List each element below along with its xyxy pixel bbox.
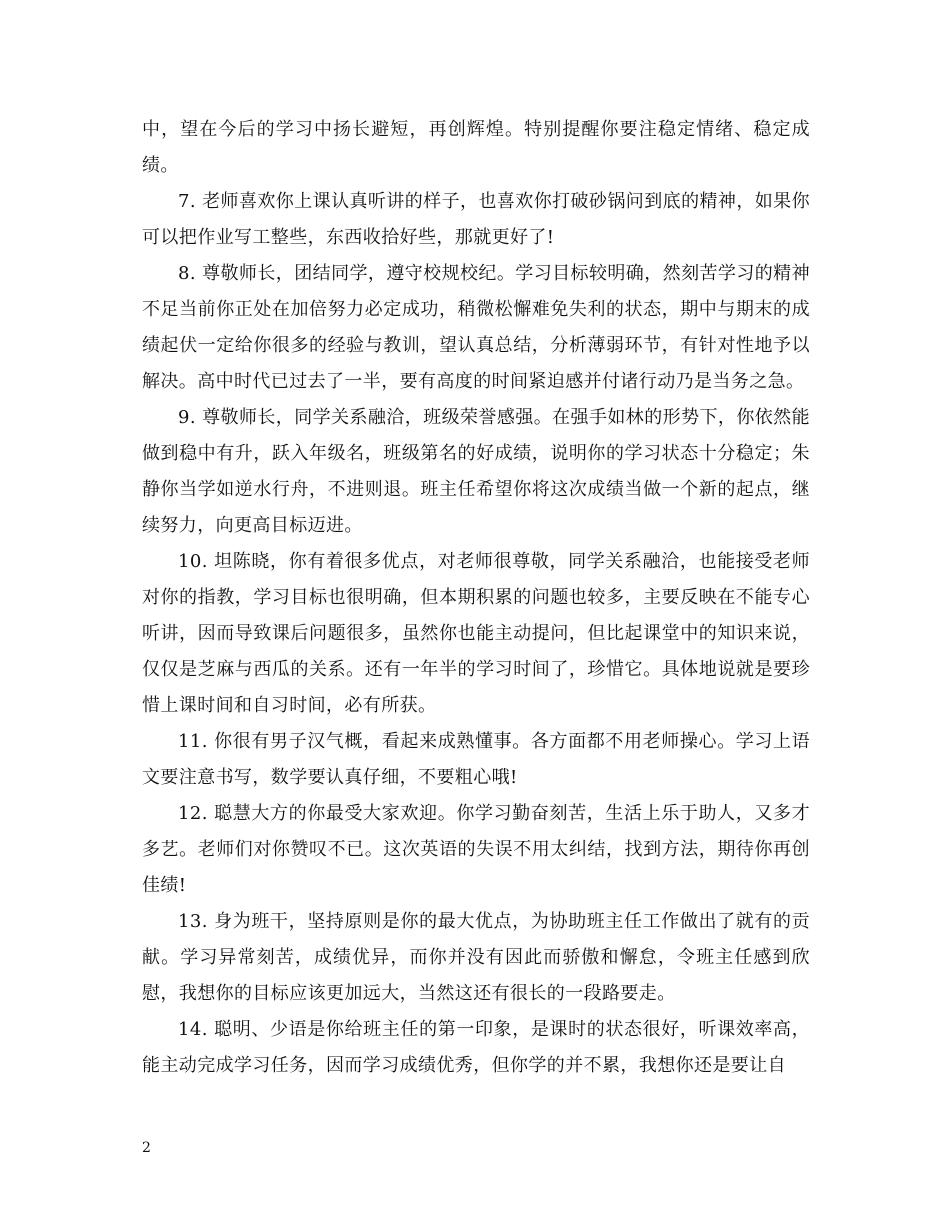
paragraph-item-7: 7. 老师喜欢你上课认真听讲的样子，也喜欢你打破砂锅问到底的精神，如果你可以把作业写工整些，东西收拾好些，那就更好了! [142,191,810,248]
paragraph-item-13: 13. 身为班干，坚持原则是你的最大优点，为协助班主任工作做出了就有的贡献。学习异常刻苦，成绩优异，而你并没有因此而骄傲和懈怠，令班主任感到欣慰，我想你的目标应该更加远大，当然这还有很长的一段路要走。 [142,911,810,1004]
paragraph-item-8: 8. 尊敬师长，团结同学，遵守校规校纪。学习目标较明确，然刻苦学习的精神不足当前你正处在加倍努力必定成功，稍微松懈难免失利的状态，期中与期末的成绩起伏一定给你很多的经验与教训，望认真总结，分析薄弱环节，有针对性地予以解决。高中时代已过去了一半，要有高度的时间紧迫感并付诸行动乃是当务之急。 [142,263,810,392]
paragraph-item-12: 12. 聪慧大方的你最受大家欢迎。你学习勤奋刻苦，生活上乐于助人，又多才多艺。老师们对你赞叹不已。这次英语的失误不用太纠结，找到方法，期待你再创佳绩! [142,803,810,896]
page-number: 2 [142,1140,151,1156]
paragraph-item-14: 14. 聪明、少语是你给班主任的第一印象，是课时的状态很好，听课效率高，能主动完成学习任务，因而学习成绩优秀，但你学的并不累，我想你还是要让自 [142,1019,810,1076]
document-body [142,112,810,1084]
paragraph-item-11: 11. 你很有男子汉气概，看起来成熟懂事。各方面都不用老师操心。学习上语文要注意书写，数学要认真仔细，不要粗心哦! [142,731,810,788]
paragraph-item-9: 9. 尊敬师长，同学关系融洽，班级荣誉感强。在强手如林的形势下，你依然能做到稳中有升，跃入年级名，班级第名的好成绩，说明你的学习状态十分稳定；朱静你当学如逆水行舟，不进则退。班主任希望你将这次成绩当做一个新的起点，继续努力，向更高目标迈进。 [142,407,810,536]
paragraph-item-10: 10. 坦陈晓，你有着很多优点，对老师很尊敬，同学关系融洽，也能接受老师对你的指教，学习目标也很明确，但本期积累的问题也较多，主要反映在不能专心听讲，因而导致课后问题很多，虽然你也能主动提问，但比起课堂中的知识来说，仅仅是芝麻与西瓜的关系。还有一年半的学习时间了，珍惜它。具体地说就是要珍惜上课时间和自习时间，必有所获。 [142,551,810,716]
paragraph-continuation: 中，望在今后的学习中扬长避短，再创辉煌。特别提醒你要注稳定情绪、稳定成绩。 [142,119,810,176]
